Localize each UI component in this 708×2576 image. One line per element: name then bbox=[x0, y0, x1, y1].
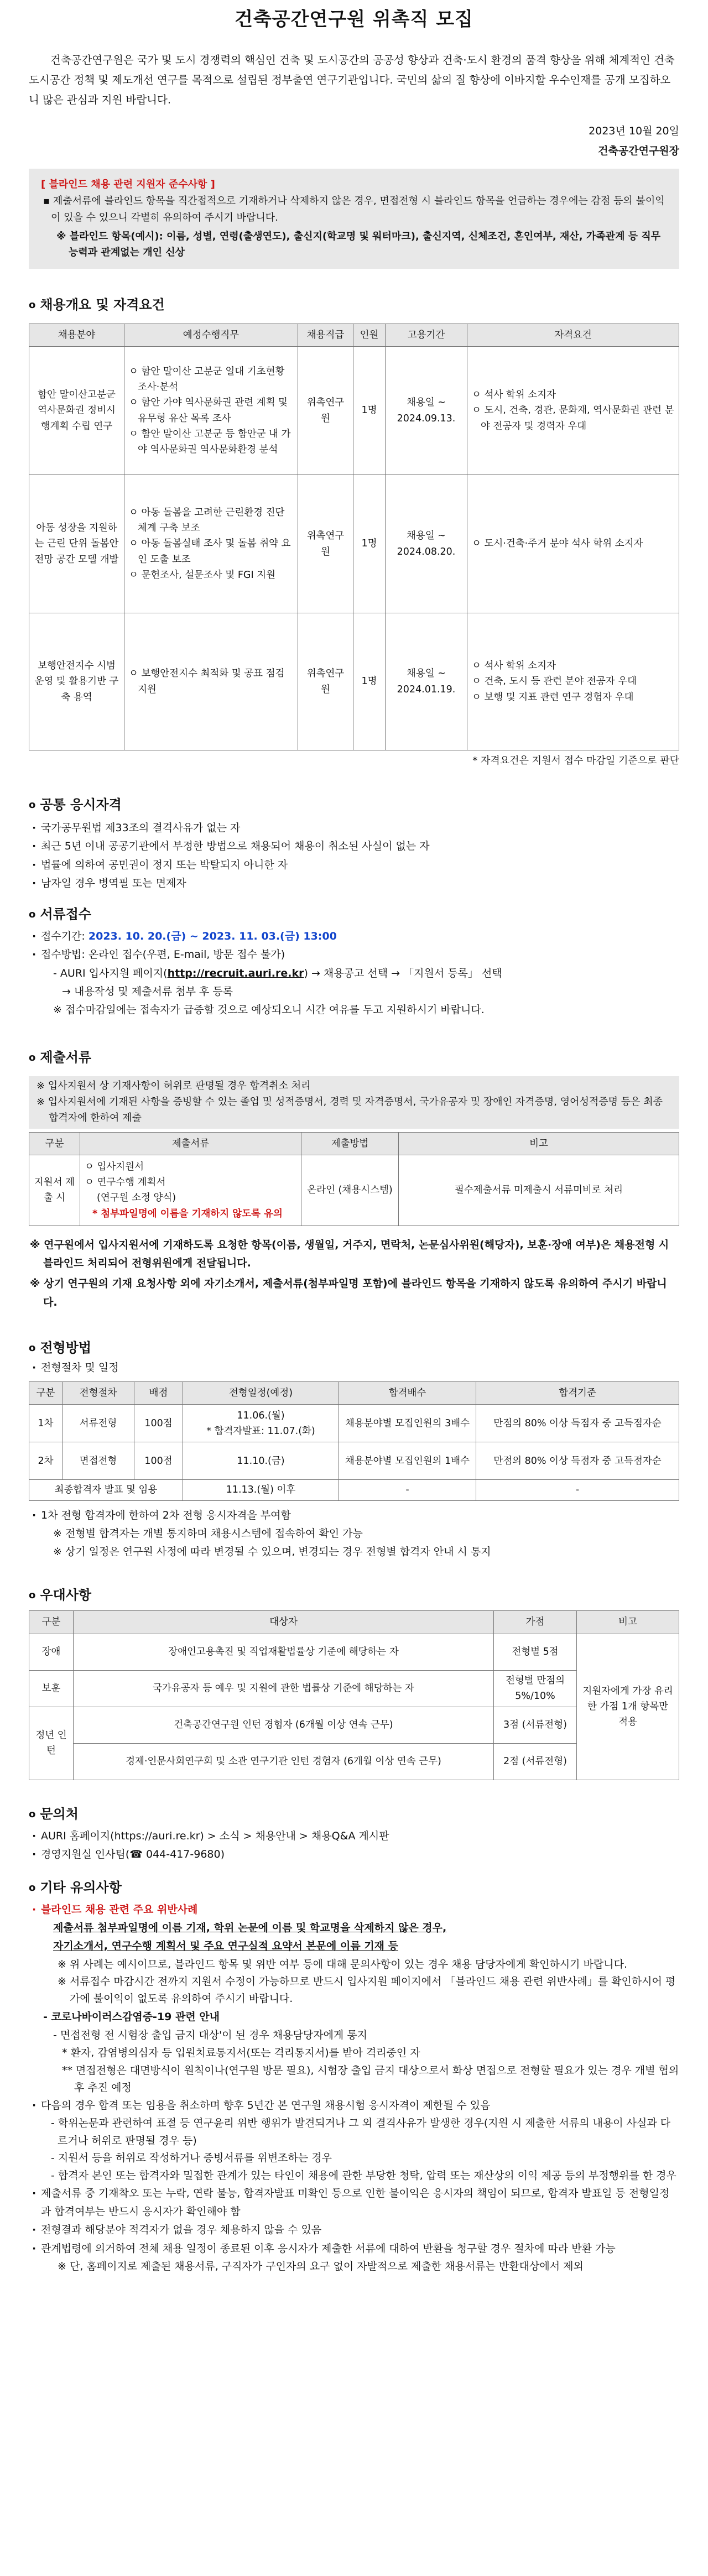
duty-item: ㅇ 보행안전지수 최적화 및 공표 점검 지원 bbox=[129, 668, 285, 695]
grade-cell: 위촉연구원 bbox=[298, 613, 353, 750]
application-period: · 접수기간: 2023. 10. 20.(금) ~ 2023. 11. 03.(금) 13:00 bbox=[29, 927, 679, 946]
section-heading-documents: o 제출서류 bbox=[29, 1050, 92, 1066]
blind-warning-1: ※ 연구원에서 입사지원서에 기재하도록 요청한 항목(이름, 생월일, 거주지, 면락처, 논문심사위원(해당자), 보훈·장애 여부)은 채용전형 시 블라인드 처리되어 전형위원에게 전달됩니다. bbox=[30, 1238, 669, 1270]
section-heading-selection: o 전형방법 bbox=[29, 1339, 92, 1355]
application-period-value: 2023. 10. 20.(금) ~ 2023. 11. 03.(금) 13:00 bbox=[88, 930, 337, 943]
col-header: 비고 bbox=[577, 1611, 679, 1634]
doc-warning: * 첨부파일명에 이름을 기재하지 않도록 유의 bbox=[92, 1208, 283, 1219]
issue-date: 2023년 10월 20일 bbox=[589, 125, 679, 138]
pref-target-cell: 건축공간연구원 인턴 경험자 (6개월 이상 연속 근무) bbox=[74, 1707, 494, 1743]
duty-item: ㅇ 아동 돌봄을 고려한 근린환경 진단체계 구축 보조 bbox=[129, 507, 285, 534]
doc-item: (연구원 소정 양식) bbox=[97, 1192, 176, 1204]
pref-points-cell: 3점 (서류전형) bbox=[494, 1707, 577, 1743]
duties-cell bbox=[124, 613, 298, 750]
blind-violation-item: 제출서류 첨부파일명에 이름 기재, 학위 논문에 이름 및 학교명을 삭제하지 않은 경우, bbox=[53, 1922, 447, 1934]
application-step-2: → 내용작성 및 제출서류 첨부 후 등록 bbox=[62, 985, 233, 998]
list-item: · 전형결과 해당분야 적격자가 없을 경우 채용하지 않을 수 있음 bbox=[29, 2221, 679, 2239]
preference-table bbox=[29, 1610, 679, 1780]
col-header: 예정수행직무 bbox=[124, 324, 298, 346]
duties-cell bbox=[124, 475, 298, 613]
col-header: 고용기간 bbox=[386, 324, 467, 346]
selection-sub bbox=[29, 1359, 679, 1377]
pref-type-cell: 정년 인턴 bbox=[29, 1707, 74, 1780]
issue-date-block bbox=[29, 121, 679, 161]
blind-hiring-notice bbox=[29, 169, 679, 268]
doc-remark-cell: 필수제출서류 미제출시 서류미비로 처리 bbox=[399, 1155, 679, 1226]
pref-type-cell: 보훈 bbox=[29, 1670, 74, 1707]
list-item: · 법률에 의하여 공민권이 정지 또는 박탈되지 아니한 자 bbox=[29, 856, 679, 874]
list-item: · 남자일 경우 병역필 또는 면제자 bbox=[29, 874, 679, 893]
col-header: 제출서류 bbox=[80, 1132, 301, 1155]
selection-note-2: ※ 상기 일정은 연구원 사정에 따라 변경될 수 있으며, 변경되는 경우 전형별 합격자 안내 시 통지 bbox=[53, 1546, 491, 1558]
section-heading-other: o 기타 유의사항 bbox=[29, 1880, 122, 1896]
pref-type-cell: 장애 bbox=[29, 1634, 74, 1670]
score-cell: 100점 bbox=[134, 1405, 183, 1442]
contact-item-homepage[interactable]: · AURI 홈페이지(https://auri.re.kr) > 소식 > 채용안내 > 채용Q&A 게시판 bbox=[29, 1827, 679, 1845]
col-header: 배점 bbox=[134, 1382, 183, 1405]
other-notes-list bbox=[29, 2097, 679, 2115]
qual-item: ㅇ 도시·건축·주거 분야 석사 학위 소지자 bbox=[472, 538, 643, 550]
other-sub-item: - 학위논문과 관련하여 표절 등 연구윤리 위반 행위가 발견되거나 그 외 결격사유가 발생한 경우(지원 시 제출한 서류의 내용이 사실과 다르거나 허위로 판명될 경우 등) bbox=[51, 2117, 671, 2147]
pref-points-cell: 전형별 5점 bbox=[494, 1634, 577, 1670]
covid-item: - 면접전형 전 시험장 출입 금지 대상'이 된 경우 채용담당자에게 통지 bbox=[53, 2029, 368, 2041]
selection-table-header bbox=[29, 1382, 679, 1405]
table-row bbox=[29, 475, 679, 613]
col-header: 전형일정(예정) bbox=[183, 1382, 339, 1405]
final-schedule-cell: 11.13.(월) 이후 bbox=[183, 1480, 339, 1500]
qual-item: ㅇ 건축, 도시 등 관련 분야 전공자 우대 bbox=[472, 676, 637, 687]
intro-paragraph: 건축공간연구원은 국가 및 도시 경쟁력의 핵심인 건축 및 도시공간의 공공성 향상과 건축·도시 환경의 품격 향상을 위해 체계적인 건축도시공간 정책 및 제도개선 연구를 목적으로 설립된 정부출연 연구기관입니다. 국민의 삶의 질 향상에 이바지할 우수인재를 공개 모집하오니 많은 관심과 지원 바랍니다. bbox=[29, 54, 675, 107]
duty-item: ㅇ 함안 가야 역사문화권 관련 계획 및 유무형 유산 목록 조사 bbox=[129, 397, 288, 424]
col-header: 자격요건 bbox=[467, 324, 679, 346]
criteria-cell: 만점의 80% 이상 득점자 중 고득점자순 bbox=[476, 1405, 679, 1442]
list-item: · 다음의 경우 합격 또는 임용을 취소하며 향후 5년간 본 연구원 채용시험 응시자격이 제한될 수 있음 bbox=[29, 2097, 679, 2115]
blind-warning-2: ※ 상기 연구원의 기재 요청사항 외에 자기소개서, 제출서류(첨부파일명 포함)에 블라인드 항목을 기재하지 않도록 유의하여 주시기 바랍니다. bbox=[30, 1277, 667, 1308]
page-title: 건축공간연구원 위촉직 모집 bbox=[235, 8, 473, 30]
other-sub-item: - 지원서 등을 허위로 작성하거나 증빙서류를 위변조하는 경우 bbox=[51, 2152, 332, 2165]
duty-item: ㅇ 함안 말이산 고분군 등 함안군 내 가야 역사문화권 역사문화환경 분석 bbox=[129, 428, 291, 456]
col-header: 구분 bbox=[29, 1611, 74, 1634]
list-item: · 최근 5년 이내 공공기관에서 부정한 방법으로 채용되어 채용이 취소된 사실이 없는 자 bbox=[29, 837, 679, 856]
col-header: 전형절차 bbox=[63, 1382, 134, 1405]
quals-cell bbox=[467, 613, 679, 750]
selection-table bbox=[29, 1381, 679, 1501]
qual-item: ㅇ 도시, 건축, 경관, 문화재, 역사문화권 관련 분야 전공자 및 경력자 우대 bbox=[472, 405, 674, 432]
other-list bbox=[29, 1901, 679, 1919]
list-item: · 1차 전형 합격자에 한하여 2차 전형 응시자격을 부여함 bbox=[29, 1506, 679, 1525]
col-header: 비고 bbox=[399, 1132, 679, 1155]
documents-notice-line: ※ 입사지원서에 기재된 사항을 증빙할 수 있는 졸업 및 성적증명서, 경력 및 자격증명서, 국가유공자 및 장애인 자격증명, 영어성적증명 등은 최종 합격자에 한하여 제출 bbox=[37, 1096, 663, 1124]
section-heading-common: o 공통 응시자격 bbox=[29, 797, 122, 813]
col-header: 채용분야 bbox=[29, 324, 124, 346]
covid-item: * 환자, 감염병의심자 등 입원치료통지서(또는 격리통지서)를 받아 격리중인 자 bbox=[62, 2047, 420, 2059]
other-final-note: ※ 단, 홈페이지로 제출된 채용서류, 구직자가 구인자의 요구 없이 자발적으로 제출한 채용서류는 반환대상에서 제외 bbox=[58, 2260, 584, 2272]
covid-item: ** 면접전형은 대면방식이 원칙이나(연구원 방문 필요), 시험장 출입 금지 대상으로서 화상 면접으로 전형할 필요가 있는 경우 개별 협의 후 추진 예정 bbox=[62, 2064, 679, 2094]
selection-after bbox=[29, 1506, 679, 1525]
process-cell: 서류전형 bbox=[63, 1405, 134, 1442]
table-row bbox=[29, 347, 679, 475]
schedule-cell bbox=[183, 1405, 339, 1442]
criteria-cell: 만점의 80% 이상 득점자 중 고득점자순 bbox=[476, 1442, 679, 1480]
col-header: 채용직급 bbox=[298, 324, 353, 346]
pref-target-cell: 경제·인문사회연구회 및 소관 연구기관 인턴 경험자 (6개월 이상 연속 근무) bbox=[74, 1743, 494, 1780]
qualification-footnote: * 자격요건은 지원서 접수 마감일 기준으로 판단 bbox=[472, 755, 679, 767]
doc-list-cell bbox=[80, 1155, 301, 1226]
application-list bbox=[29, 927, 679, 964]
table-row bbox=[29, 1480, 679, 1500]
application-note: ※ 접수마감일에는 접속자가 급증할 것으로 예상되오니 시간 여유를 두고 지원하시기 바랍니다. bbox=[53, 1004, 485, 1016]
stage-cell: 2차 bbox=[29, 1442, 63, 1480]
field-cell: 아동 성장을 지원하는 근린 단위 돌봄안전망 공간 모델 개발 bbox=[29, 475, 124, 613]
section-heading-contact: o 문의처 bbox=[29, 1806, 79, 1822]
selection-note-1: ※ 전형별 합격자는 개별 통지하며 채용시스템에 접속하여 확인 가능 bbox=[53, 1527, 363, 1540]
process-cell: 면접전형 bbox=[63, 1442, 134, 1480]
col-header: 구분 bbox=[29, 1382, 63, 1405]
documents-table-header bbox=[29, 1132, 679, 1155]
section-heading-application: o 서류접수 bbox=[29, 906, 92, 922]
doc-type-cell: 지원서 제출 시 bbox=[29, 1155, 80, 1226]
period-cell: 채용일 ~ 2024.09.13. bbox=[386, 347, 467, 475]
documents-notice-box bbox=[29, 1076, 679, 1128]
blind-violation-note: ※ 위 사례는 예시이므로, 블라인드 항목 및 위반 여부 등에 대해 문의사항이 있는 경우 채용 담당자에게 확인하시기 바랍니다. bbox=[58, 1958, 628, 1970]
period-cell: 채용일 ~ 2024.01.19. bbox=[386, 613, 467, 750]
col-header: 구분 bbox=[29, 1132, 80, 1155]
pref-remark-cell: 지원자에게 가장 유리한 가점 1개 항목만 적용 bbox=[577, 1634, 679, 1780]
count-cell: 1명 bbox=[353, 613, 386, 750]
field-cell: 보행안전지수 시범운영 및 활용기반 구축 용역 bbox=[29, 613, 124, 750]
other-notes-list-2 bbox=[29, 2184, 679, 2258]
application-method: · 접수방법: 온라인 접수(우편, E-mail, 방문 접수 불가) bbox=[29, 946, 679, 964]
section-heading-recruit: o 채용개요 및 자격요건 bbox=[29, 296, 165, 312]
final-criteria-cell: - bbox=[476, 1480, 679, 1500]
table-row bbox=[29, 1442, 679, 1480]
doc-method-cell: 온라인 (채용시스템) bbox=[301, 1155, 399, 1226]
table-row bbox=[29, 1155, 679, 1226]
recruit-table bbox=[29, 324, 679, 750]
other-sub-item: - 합격자 본인 또는 합격자와 밀접한 관계가 있는 타인이 채용에 관한 부당한 청탁, 압력 또는 재산상의 이익 제공 등의 부정행위를 한 경우 bbox=[51, 2169, 676, 2182]
documents-notice-line: ※ 입사지원서 상 기재사항이 허위로 판명될 경우 합격취소 처리 bbox=[37, 1080, 311, 1092]
col-header: 합격기준 bbox=[476, 1382, 679, 1405]
col-header: 가점 bbox=[494, 1611, 577, 1634]
pref-target-cell: 장애인고용촉진 및 직업재활법률상 기준에 해당하는 자 bbox=[74, 1634, 494, 1670]
qual-item: ㅇ 보행 및 지표 관련 연구 경험자 우대 bbox=[472, 691, 634, 703]
final-label-cell: 최종합격자 발표 및 임용 bbox=[29, 1480, 183, 1500]
count-cell: 1명 bbox=[353, 475, 386, 613]
col-header: 제출방법 bbox=[301, 1132, 399, 1155]
blind-violation-note: ※ 서류접수 마감시간 전까지 지원서 수정이 가능하므로 반드시 입사지원 페이지에서 「블라인드 채용 관련 위반사례」를 확인하시어 평가에 불이익이 없도록 유의하여 주시기 바랍니다. bbox=[58, 1975, 676, 2005]
duty-item: ㅇ 아동 돌봄실태 조사 및 돌봄 취약 요인 도출 보조 bbox=[129, 538, 291, 565]
pref-points-cell: 전형별 만점의 5%/10% bbox=[494, 1670, 577, 1707]
blind-notice-body: ▪ 제출서류에 블라인드 항목을 직간접적으로 기재하거나 삭제하지 않은 경우, 면접전형 시 블라인드 항목을 언급하는 경우에는 감점 등의 불이익이 있을 수 있으니 각별히 유의하여 주시기 바랍니다. bbox=[43, 195, 665, 223]
score-cell: 100점 bbox=[134, 1442, 183, 1480]
duty-item: ㅇ 문헌조사, 설문조사 및 FGI 지원 bbox=[129, 570, 276, 581]
list-item: · 관계법령에 의거하여 전체 채용 일정이 종료된 이후 응시자가 제출한 서류에 대하여 반환을 청구할 경우 절차에 따라 반환 가능 bbox=[29, 2240, 679, 2258]
col-header: 인원 bbox=[353, 324, 386, 346]
field-cell: 함안 말이산고분군 역사문화권 정비시행계획 수립 연구 bbox=[29, 347, 124, 475]
issuer-name: 건축공간연구원장 bbox=[598, 145, 679, 158]
duty-item: ㅇ 함안 말이산 고분군 일대 기초현황 조사·분석 bbox=[129, 366, 285, 393]
table-row bbox=[29, 1405, 679, 1442]
list-item: · 전형절차 및 일정 bbox=[29, 1359, 679, 1377]
table-row bbox=[29, 613, 679, 750]
documents-table bbox=[29, 1132, 679, 1226]
col-header: 대상자 bbox=[74, 1611, 494, 1634]
multiple-cell: 채용분야별 모집인원의 1배수 bbox=[339, 1442, 476, 1480]
table-row bbox=[29, 1634, 679, 1670]
doc-item: ㅇ 입사지원서 bbox=[85, 1161, 144, 1172]
blind-notice-example: ※ 블라인드 항목(예시): 이름, 성별, 연령(출생연도), 출신지(학교명 및 워터마크), 출신지역, 신체조건, 혼인여부, 재산, 가족관계 등 직무능력과 관계없는 개인 신상 bbox=[56, 230, 661, 259]
recruit-table-header bbox=[29, 324, 679, 346]
schedule-cell: 11.10.(금) bbox=[183, 1442, 339, 1480]
application-step-1: - AURI 입사지원 페이지(http://recruit.auri.re.kr) → 채용공고 선택 → 「지원서 등록」 선택 bbox=[53, 967, 502, 979]
preference-table-header bbox=[29, 1611, 679, 1634]
list-item: · 제출서류 중 기재착오 또는 누락, 연락 불능, 합격자발표 미확인 등으로 인한 불이익은 응시자의 책임이 되므로, 합격자 발표일 등 전형일정과 합격여부는 반드시 응시자가 확인해야 함 bbox=[29, 2184, 679, 2222]
doc-item: ㅇ 연구수행 계획서 bbox=[85, 1177, 166, 1188]
pref-target-cell: 국가유공자 등 예우 및 지원에 관한 법률상 기준에 해당하는 자 bbox=[74, 1670, 494, 1707]
period-cell: 채용일 ~ 2024.08.20. bbox=[386, 475, 467, 613]
common-qualifications-list bbox=[29, 819, 679, 893]
recruit-site-link[interactable]: http://recruit.auri.re.kr bbox=[167, 967, 304, 979]
grade-cell: 위촉연구원 bbox=[298, 347, 353, 475]
grade-cell: 위촉연구원 bbox=[298, 475, 353, 613]
qual-item: ㅇ 석사 학위 소지자 bbox=[472, 660, 556, 672]
contact-list bbox=[29, 1827, 679, 1864]
stage-cell: 1차 bbox=[29, 1405, 63, 1442]
schedule-announce: * 합격자발표: 11.07.(화) bbox=[206, 1425, 315, 1437]
blind-violation-item: 자기소개서, 연구수행 계획서 및 주요 연구실적 요약서 본문에 이름 기재 등 bbox=[53, 1940, 398, 1953]
blind-notice-title: [ 블라인드 채용 관련 지원자 준수사항 ] bbox=[41, 179, 215, 191]
covid-title: - 코로나바이러스감염증-19 관련 안내 bbox=[43, 2010, 220, 2023]
count-cell: 1명 bbox=[353, 347, 386, 475]
blind-violation-title: · 블라인드 채용 관련 주요 위반사례 bbox=[29, 1901, 679, 1919]
quals-cell bbox=[467, 475, 679, 613]
section-heading-preference: o 우대사항 bbox=[29, 1587, 92, 1603]
schedule-date: 11.06.(월) bbox=[237, 1410, 285, 1421]
pref-points-cell: 2점 (서류전형) bbox=[494, 1743, 577, 1780]
duties-cell bbox=[124, 347, 298, 475]
quals-cell bbox=[467, 347, 679, 475]
qual-item: ㅇ 석사 학위 소지자 bbox=[472, 389, 556, 401]
contact-item-phone: · 경영지원실 인사팀(☎ 044-417-9680) bbox=[29, 1845, 679, 1864]
multiple-cell: 채용분야별 모집인원의 3배수 bbox=[339, 1405, 476, 1442]
list-item: · 국가공무원법 제33조의 결격사유가 없는 자 bbox=[29, 819, 679, 837]
col-header: 합격배수 bbox=[339, 1382, 476, 1405]
final-multiple-cell: - bbox=[339, 1480, 476, 1500]
